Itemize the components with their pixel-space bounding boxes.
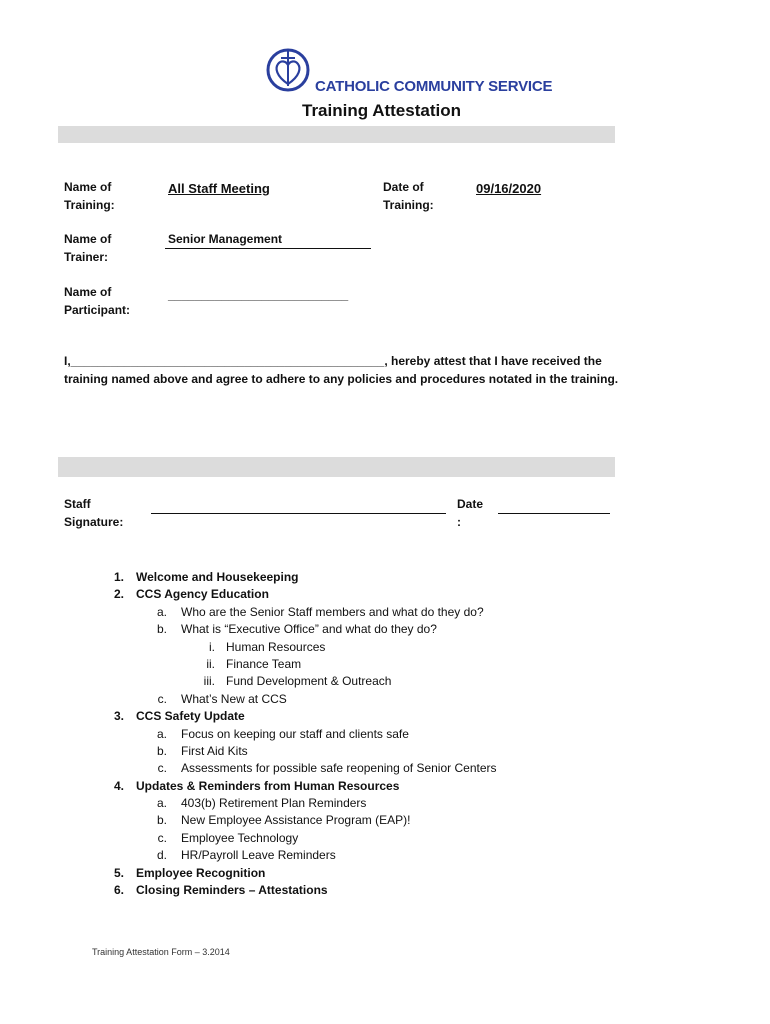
agenda-item-number: d. — [156, 848, 167, 863]
agenda-item-number: 1. — [113, 570, 124, 584]
agenda-item-number: ii. — [206, 656, 215, 671]
agenda-item-text: CCS Safety Update — [136, 709, 245, 724]
agenda-item-text: Welcome and Housekeeping — [136, 570, 299, 584]
org-name: CATHOLIC COMMUNITY SERVICE — [315, 78, 553, 95]
agenda-item — [0, 882, 770, 899]
agenda-item — [0, 726, 770, 743]
agenda-item-number: c. — [157, 830, 167, 845]
agenda-item — [0, 795, 770, 812]
agenda-item — [0, 656, 770, 673]
agenda-item-number: b. — [156, 743, 167, 758]
signature-date-line[interactable] — [498, 513, 610, 514]
staff-signature-label: Staff Signature: — [64, 497, 124, 529]
agenda-item-text: Assessments for possible safe reopening of Senior Centers — [181, 761, 497, 776]
agenda-item — [0, 847, 770, 864]
agenda-item-text: Human Resources — [226, 639, 326, 654]
heart-cross-logo-icon — [266, 46, 314, 94]
agenda-item-number: c. — [157, 761, 167, 776]
agenda-item — [0, 865, 770, 882]
trainer-name-label: Name of Trainer: — [64, 232, 112, 264]
participant-name-label: Name of Participant: — [64, 285, 131, 317]
agenda-item — [0, 673, 770, 690]
agenda-item-text: First Aid Kits — [181, 743, 248, 758]
agenda-item-number: b. — [156, 813, 167, 828]
trainer-name-value[interactable]: Senior Management — [168, 232, 283, 246]
agenda-item — [0, 830, 770, 847]
agenda-item-text: What’s New at CCS — [181, 691, 287, 706]
agenda-list — [0, 569, 770, 899]
agenda-item-number: 5. — [113, 865, 124, 880]
agenda-item-text: New Employee Assistance Program (EAP)! — [181, 813, 411, 828]
agenda-item — [0, 586, 770, 603]
org-logo — [266, 46, 314, 94]
agenda-item — [0, 569, 770, 586]
section-divider-bar — [58, 126, 615, 143]
attestation-statement: I,_______________________________________________, hereby attest that I have received the training named above and agree to adhere to any policies and procedures notated in the training. — [64, 354, 619, 386]
agenda-item — [0, 708, 770, 725]
agenda-item-text: Focus on keeping our staff and clients safe — [181, 726, 409, 741]
agenda-item-text: Who are the Senior Staff members and what do they do? — [181, 604, 484, 619]
section-divider-bar — [58, 457, 615, 477]
trainer-name-underline — [165, 248, 371, 249]
training-date-value[interactable]: 09/16/2020 — [476, 181, 542, 196]
training-name-value[interactable]: All Staff Meeting — [168, 181, 270, 196]
training-name-label: Name of Training: — [64, 180, 115, 212]
agenda-item — [0, 691, 770, 708]
agenda-item — [0, 639, 770, 656]
agenda-item-number: i. — [209, 639, 215, 654]
agenda-item-number: iii. — [203, 674, 215, 689]
agenda-item — [0, 778, 770, 795]
agenda-item — [0, 812, 770, 829]
training-date-label: Date of Training: — [383, 180, 434, 212]
agenda-item-number: a. — [156, 726, 167, 741]
participant-name-field[interactable]: ___________________________ — [168, 288, 349, 302]
agenda-item-number: 6. — [113, 883, 124, 898]
agenda-item-number: a. — [156, 604, 167, 619]
agenda-item-text: Employee Recognition — [136, 865, 266, 880]
agenda-item-number: c. — [157, 691, 167, 706]
agenda-item — [0, 621, 770, 638]
agenda-item — [0, 760, 770, 777]
page-title: Training Attestation — [302, 101, 461, 120]
agenda-item-text: Finance Team — [226, 656, 302, 671]
agenda-item-number: 2. — [113, 587, 124, 602]
agenda-item-text: Updates & Reminders from Human Resources — [136, 778, 400, 793]
agenda-item-text: What is “Executive Office” and what do they do? — [181, 622, 437, 637]
agenda-item — [0, 743, 770, 760]
agenda-item — [0, 604, 770, 621]
footer-text: Training Attestation Form – 3.2014 — [92, 947, 230, 957]
agenda-item-number: 4. — [113, 778, 124, 793]
agenda-item-number: b. — [156, 622, 167, 637]
agenda-item-number: a. — [156, 796, 167, 811]
agenda-item-text: CCS Agency Education — [136, 587, 269, 602]
signature-date-label: Date : — [457, 497, 484, 529]
agenda-item-text: Employee Technology — [181, 830, 299, 845]
agenda-item-number: 3. — [113, 709, 124, 724]
agenda-item-text: Fund Development & Outreach — [226, 674, 392, 689]
agenda-item-text: 403(b) Retirement Plan Reminders — [181, 796, 367, 811]
agenda-item-text: Closing Reminders – Attestations — [136, 883, 328, 898]
staff-signature-line[interactable] — [151, 513, 446, 514]
agenda-item-text: HR/Payroll Leave Reminders — [181, 848, 336, 863]
